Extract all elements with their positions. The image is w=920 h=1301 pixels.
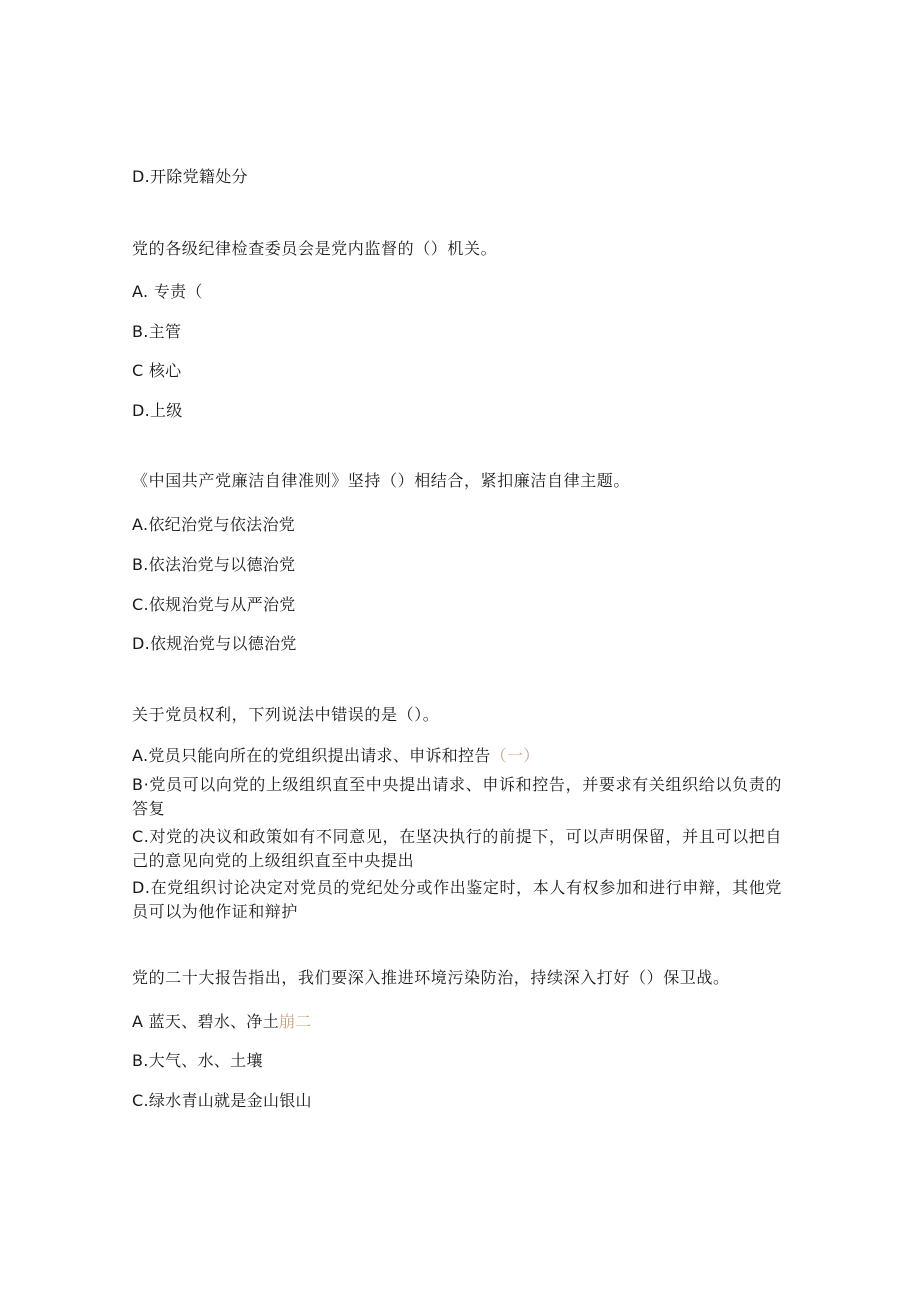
q1-option-b: B.主管 (132, 322, 182, 341)
q3-option-a-mark: （一） (490, 746, 540, 765)
q3-option-d: D.在党组织讨论决定对党员的党纪处分或作出鉴定时，本人有权参加和进行申辩，其他党员可以为他作证和辩护 (132, 878, 782, 921)
q4-option-c: C.绿水青山就是金山银山 (132, 1091, 312, 1110)
q1-option-a: A. 专责（ (132, 282, 203, 301)
q4-option-b: B.大气、水、土壤 (132, 1051, 263, 1070)
q3-option-a-text: A.党员只能向所在的党组织提出请求、申诉和控告 (132, 746, 491, 765)
q4-option-a (132, 1010, 312, 1034)
q1-option-d: D.上级 (132, 401, 183, 420)
q2-option-c: C.依规治党与从严治党 (132, 595, 296, 614)
q3-option-a (132, 744, 540, 768)
q2-option-b: B.依法治党与以德治党 (132, 555, 296, 574)
q2-option-d: D.依规治党与以德治党 (132, 634, 297, 653)
q4-stem: 党的二十大报告指出，我们要深入推进环境污染防治，持续深入打好（）保卫战。 (132, 968, 730, 987)
q2-stem: 《中国共产党廉洁自律准则》坚持（）相结合，紧扣廉洁自律主题。 (132, 471, 631, 490)
q4-option-a-text: A 蓝天、碧水、净土 (132, 1012, 280, 1031)
q1-option-c: C 核心 (132, 361, 182, 380)
q3-option-c: C.对党的决议和政策如有不同意见，在坚决执行的前提下，可以声明保留，并且可以把自己的意见向党的上级组织直至中央提出 (132, 827, 782, 870)
q2-option-a: A.依纪治党与依法治党 (132, 515, 296, 534)
q1-stem: 党的各级纪律检查委员会是党内监督的（）机关。 (132, 239, 498, 258)
q3-stem: 关于党员权利，下列说法中错误的是（）。 (132, 705, 440, 724)
q-prev-option-d: D.开除党籍处分 (132, 167, 248, 186)
q3-option-b: B·党员可以向党的上级组织直至中央提出请求、申诉和控告，并要求有关组织给以负责的答复 (132, 775, 782, 818)
q4-option-a-mark: 崩二 (279, 1012, 312, 1031)
